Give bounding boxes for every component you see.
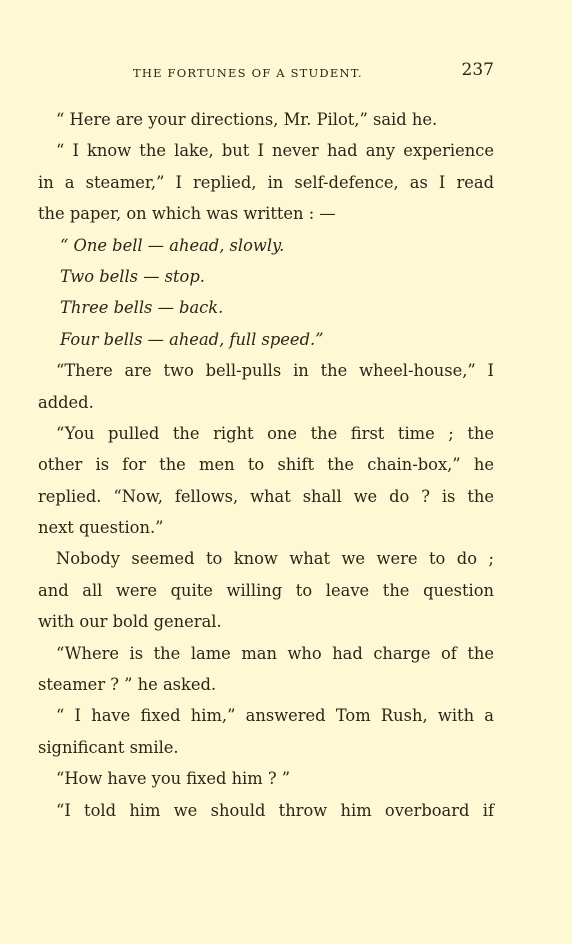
text-line: the paper, on which was written : — xyxy=(38,204,336,224)
body-text xyxy=(38,104,494,826)
text-line: “There are two bell-pulls in the wheel-house,” I xyxy=(56,361,494,381)
page-number: 237 xyxy=(461,60,494,80)
text-line: “Where is the lame man who had charge of the xyxy=(56,643,494,663)
text-line: with our bold general. xyxy=(38,612,222,632)
page-header xyxy=(38,60,494,84)
verse-line: Two bells — stop. xyxy=(60,266,205,286)
text-line: “I told him we should throw him overboard if xyxy=(56,800,494,820)
text-line: Nobody seemed to know what we were to do ; xyxy=(56,549,494,569)
verse-line: Four bells — ahead, full speed.” xyxy=(60,329,324,349)
text-line: next question.” xyxy=(38,518,164,538)
text-line: added. xyxy=(38,392,94,412)
text-line: and all were quite willing to leave the question xyxy=(38,580,494,600)
verse-line: Three bells — back. xyxy=(60,298,224,318)
running-head: THE FORTUNES OF A STUDENT. xyxy=(133,66,363,80)
text-line: replied. “Now, fellows, what shall we do ? is the xyxy=(38,486,494,506)
text-line: steamer ? ” he asked. xyxy=(38,675,217,695)
text-line: “How have you fixed him ? ” xyxy=(56,769,291,789)
text-line: “ Here are your directions, Mr. Pilot,” said he. xyxy=(56,110,438,129)
text-line: “You pulled the right one the first time ; the xyxy=(56,423,494,443)
text-line: significant smile. xyxy=(38,737,179,757)
text-line: “ I know the lake, but I never had any experience xyxy=(56,141,494,161)
verse-line: “ One bell — ahead, slowly. xyxy=(60,235,285,255)
text-line: in a steamer,” I replied, in self-defence, as I read xyxy=(38,172,494,192)
text-line: “ I have fixed him,” answered Tom Rush, with a xyxy=(56,706,494,726)
text-line: other is for the men to shift the chain-box,” he xyxy=(38,455,494,475)
